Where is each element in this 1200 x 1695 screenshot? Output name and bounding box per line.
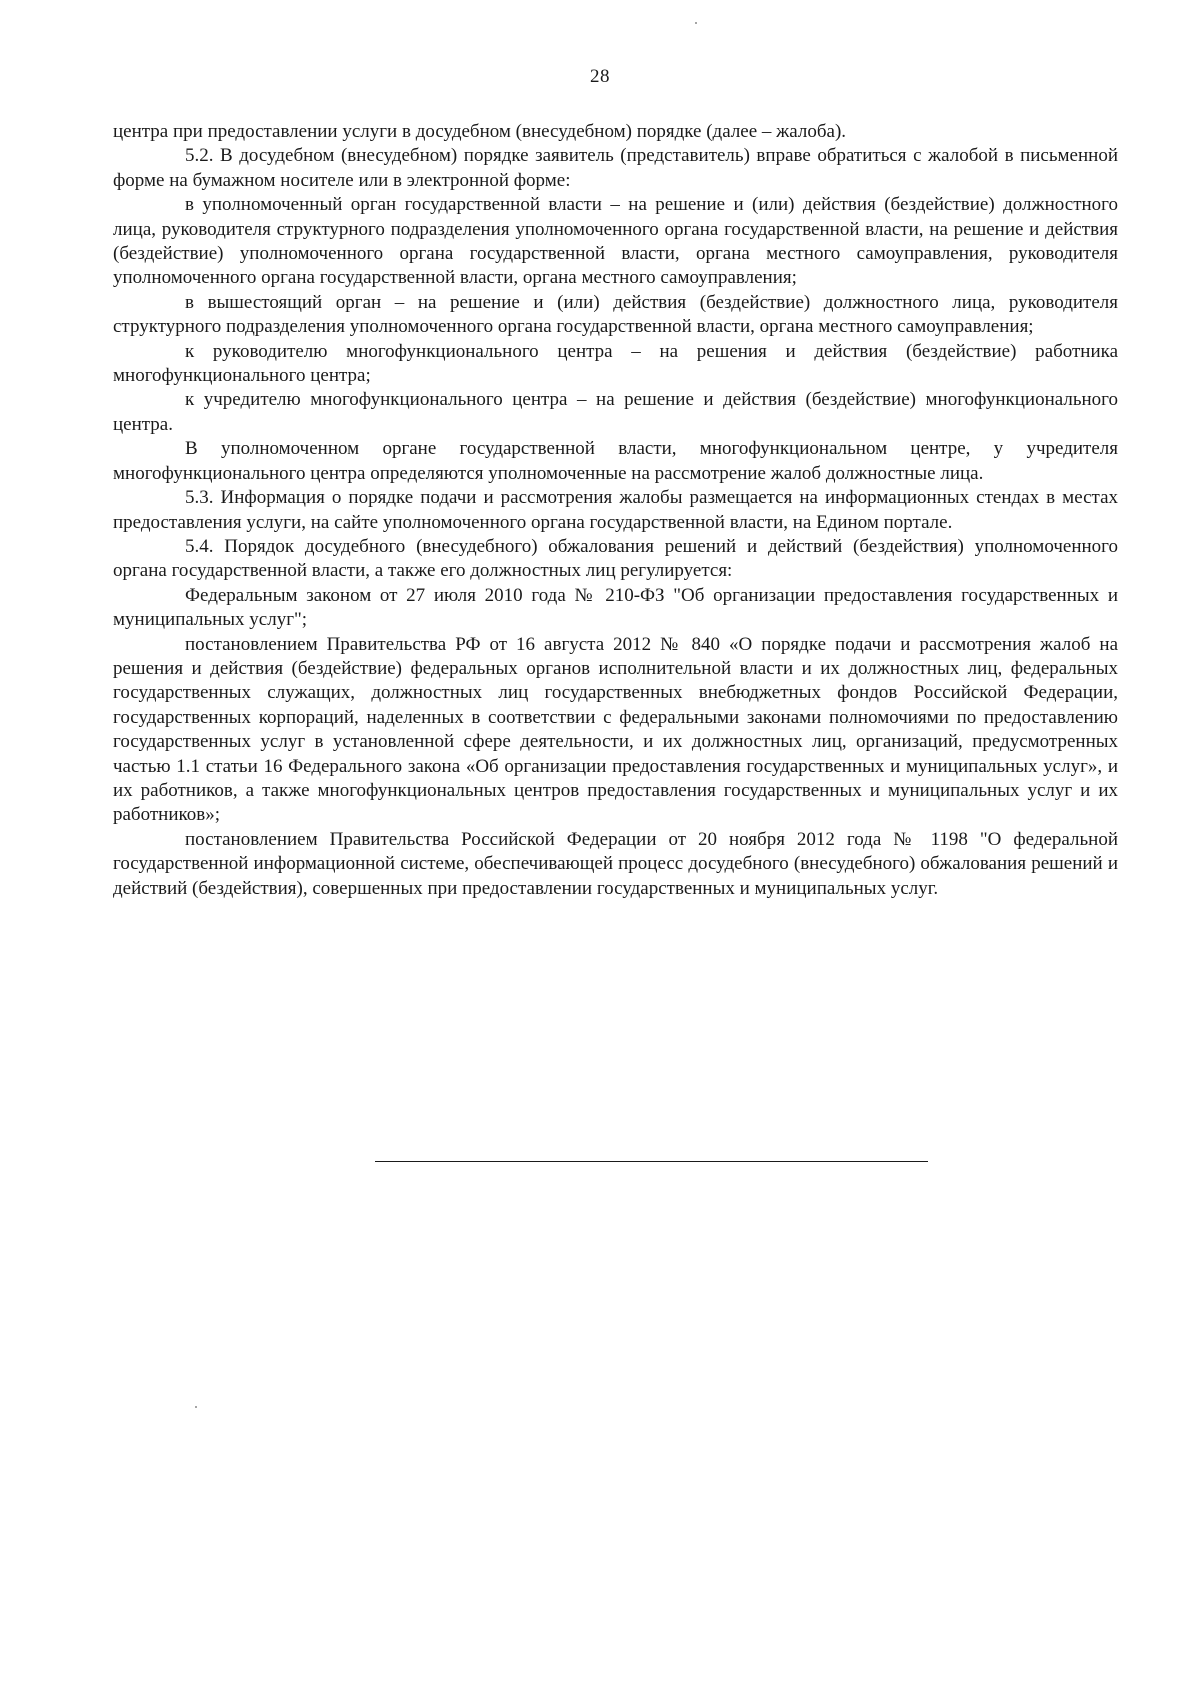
list-item-mfc-founder: к учредителю многофункционального центра – на решение и действия (бездействие) многофункционального центра.	[113, 389, 1118, 435]
scan-speck	[195, 1406, 197, 1408]
list-item-authorized-body: в уполномоченный орган государственной власти – на решение и (или) действия (бездействие) должностного лица, руководителя структурного подразделения уполномоченного органа государственной власти, на решение и действия (бездействие) уполномоченного органа государственной власти, органа местного самоуправления, руководителя уполномоченного органа государственной власти, органа местного самоуправления;	[113, 194, 1118, 289]
list-item-resolution-840: постановлением Правительства РФ от 16 августа 2012 № 840 «О порядке подачи и рассмотрения жалоб на решения и действия (бездействие) федеральных органов исполнительной власти и их должностных лиц, федеральных государственных служащих, должностных лиц государственных внебюджетных фондов Российской Федерации, государственных корпораций, наделенных в соответствии с федеральными законами полномочиями по предоставлению государственных услуг в установленной сфере деятельности, и их должностных лиц, организаций, предусмотренных частью 1.1 статьи 16 Федерального закона «Об организации предоставления государственных и муниципальных услуг», и их работников, а также многофункциональных центров предоставления государственных и муниципальных услуг и их работников»;	[113, 633, 1118, 826]
paragraph-5-4: 5.4. Порядок досудебного (внесудебного) обжалования решений и действий (бездействия) уполномоченного органа государственной власти, а также его должностных лиц регулируется:	[113, 535, 1118, 582]
page-number: 28	[590, 66, 610, 87]
list-item-mfc-head: к руководителю многофункционального центра – на решения и действия (бездействие) работника многофункционального центра;	[113, 340, 1118, 387]
end-of-section-rule	[375, 1161, 928, 1162]
paragraph-authorized-officials: В уполномоченном органе государственной власти, многофункциональном центре, у учредителя многофункционального центра определяются уполномоченные на рассмотрение жалоб должностные лица.	[113, 438, 1118, 484]
document-body	[113, 120, 1118, 901]
list-item-higher-body: в вышестоящий орган – на решение и (или) действия (бездействие) должностного лица, руководителя структурного подразделения уполномоченного органа государственной власти, органа местного самоуправления;	[113, 291, 1118, 338]
paragraph-5-3: 5.3. Информация о порядке подачи и рассмотрения жалобы размещается на информационных стендах в местах предоставления услуги, на сайте уполномоченного органа государственной власти, на Едином портале.	[113, 487, 1118, 533]
scan-speck	[695, 22, 697, 24]
list-item-federal-law-210: Федеральным законом от 27 июля 2010 года № 210-ФЗ "Об организации предоставления государственных и муниципальных услуг";	[113, 584, 1118, 631]
list-item-resolution-1198: постановлением Правительства Российской Федерации от 20 ноября 2012 года № 1198 "О федеральной государственной информационной системе, обеспечивающей процесс досудебного (внесудебного) обжалования решений и действий (бездействия), совершенных при предоставлении государственных и муниципальных услуг.	[113, 828, 1118, 899]
paragraph-continuation: центра при предоставлении услуги в досудебном (внесудебном) порядке (далее – жалоба).	[113, 121, 847, 142]
paragraph-5-2: 5.2. В досудебном (внесудебном) порядке заявитель (представитель) вправе обратиться с жалобой в письменной форме на бумажном носителе или в электронной форме:	[113, 145, 1118, 191]
